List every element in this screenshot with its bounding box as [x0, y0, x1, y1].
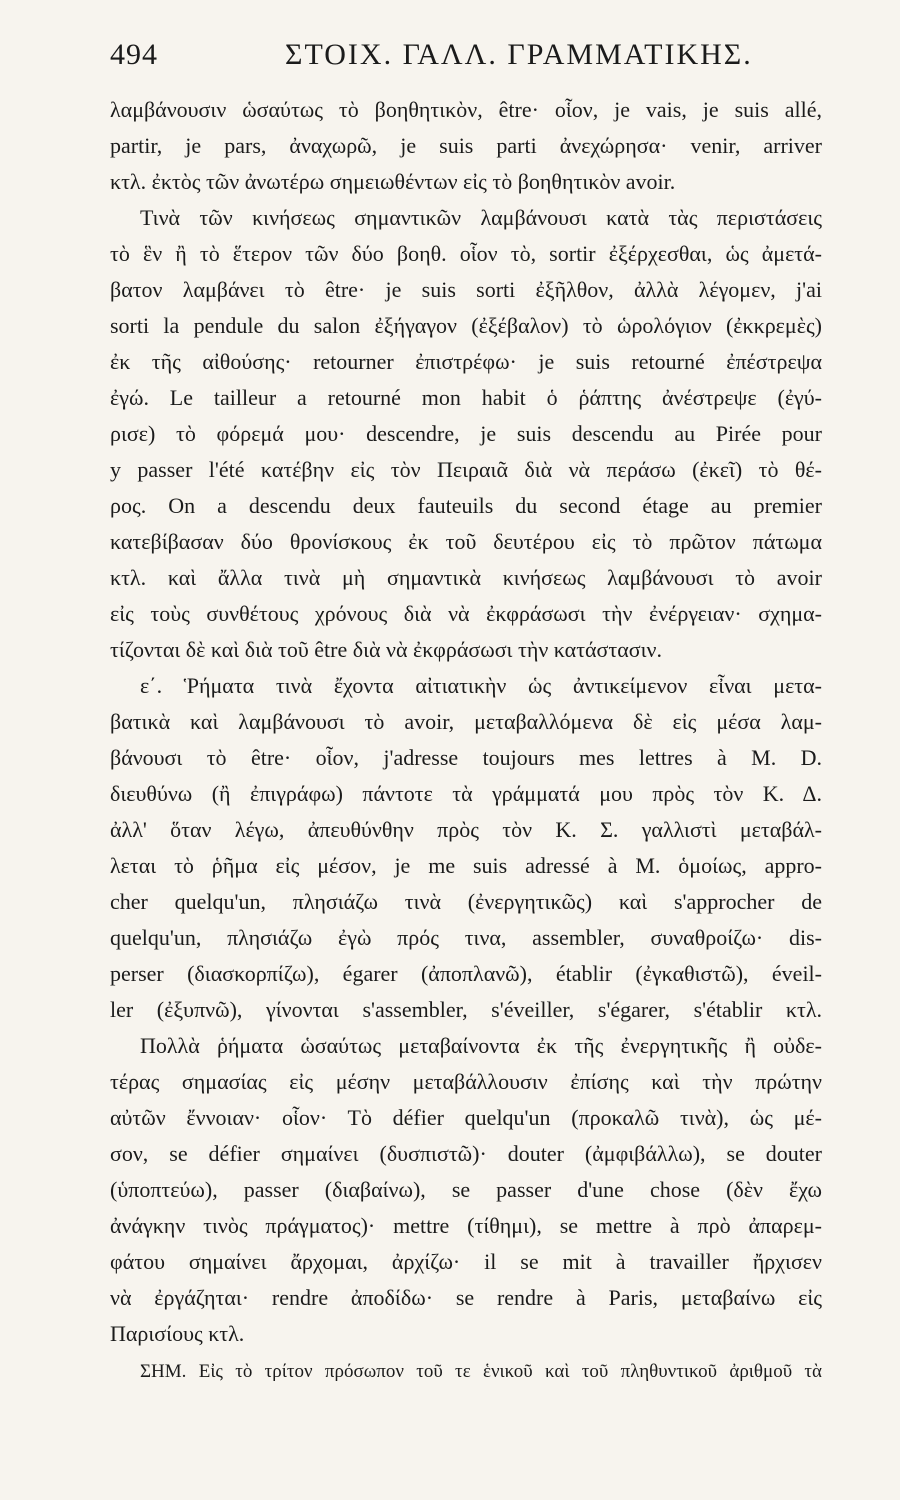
- text-line: φάτου σημαίνει ἄρχομαι, ἀρχίζω· il se mit à travailler ἤρχισεν: [110, 1249, 822, 1274]
- text-line: Παρισίους κτλ.: [110, 1321, 245, 1346]
- text-line: sorti la pendule du salon ἐξήγαγον (ἐξέβαλον) τὸ ὡρολόγιον (ἐκκρεμὲς): [110, 313, 822, 338]
- text-line: ἀλλ' ὅταν λέγω, ἀπευθύνθην πρὸς τὸν Κ. Σ. γαλλιστὶ μεταβάλ-: [110, 817, 822, 842]
- text-line: Τινὰ τῶν κινήσεως σημαντικῶν λαμβάνουσι κατὰ τὰς περιστάσεις: [140, 205, 822, 230]
- text-line: λεται τὸ ῥῆμα εἰς μέσον, je me suis adressé à M. ὁμοίως, appro-: [110, 853, 822, 878]
- text-line: quelqu'un, πλησιάζω ἐγὼ πρός τινα, assembler, συναθροίζω· dis-: [110, 925, 822, 950]
- text-line: βατικὰ καὶ λαμβάνουσι τὸ avoir, μεταβαλλόμενα δὲ εἰς μέσα λαμ-: [110, 709, 822, 734]
- text-line: cher quelqu'un, πλησιάζω τινὰ (ἐνεργητικῶς) καὶ s'approcher de: [110, 889, 822, 914]
- note-line: ΣΗΜ. Εἰς τὸ τρίτον πρόσωπον τοῦ τε ἑνικοῦ καὶ τοῦ πληθυντικοῦ ἀριθμοῦ τὰ: [140, 1361, 822, 1382]
- text-line: (ὑποπτεύω), passer (διαβαίνω), se passer d'une chose (δὲν ἔχω: [110, 1177, 822, 1202]
- text-line: ε΄. Ῥήματα τινὰ ἔχοντα αἰτιατικὴν ὡς ἀντικείμενον εἶναι μετα-: [140, 673, 822, 698]
- text-line: ρος. On a descendu deux fauteuils du second étage au premier: [110, 493, 822, 518]
- text-line: Πολλὰ ῥήματα ὡσαύτως μεταβαίνοντα ἐκ τῆς ἐνεργητικῆς ἢ οὐδε-: [140, 1033, 822, 1058]
- text-line: ἀνάγκην τινὸς πράγματος)· mettre (τίθημι), se mettre à πρὸ ἀπαρεμ-: [110, 1213, 822, 1238]
- page-number: 494: [110, 38, 158, 71]
- text-line: λαμβάνουσιν ὡσαύτως τὸ βοηθητικὸν, être· οἷον, je vais, je suis allé,: [110, 97, 822, 122]
- text-line: ἐγώ. Le tailleur a retourné mon habit ὁ ῥάπτης ἀνέστρεψε (ἐγύ-: [110, 385, 822, 410]
- running-title: ΣΤΟΙΧ. ΓΑΛΛ. ΓΡΑΜΜΑΤΙΚΗΣ.: [285, 38, 753, 71]
- text-line: κτλ. ἐκτὸς τῶν ἀνωτέρω σημειωθέντων εἰς τὸ βοηθητικὸν avoir.: [110, 169, 676, 194]
- text-line: y passer l'été κατέβην εἰς τὸν Πειραιᾶ διὰ νὰ περάσω (ἐκεῖ) τὸ θέ-: [110, 457, 822, 482]
- text-line: partir, je pars, ἀναχωρῶ, je suis parti ἀνεχώρησα· venir, arriver: [110, 133, 822, 158]
- text-line: νὰ ἐργάζηται· rendre ἀποδίδω· se rendre à Paris, μεταβαίνω εἰς: [110, 1285, 822, 1310]
- text-line: σον, se défier σημαίνει (δυσπιστῶ)· douter (ἀμφιβάλλω), se douter: [110, 1141, 822, 1166]
- text-line: κτλ. καὶ ἄλλα τινὰ μὴ σημαντικὰ κινήσεως λαμβάνουσι τὸ avoir: [110, 565, 822, 590]
- text-line: διευθύνω (ἢ ἐπιγράφω) πάντοτε τὰ γράμματά μου πρὸς τὸν Κ. Δ.: [110, 781, 822, 806]
- text-line: ἐκ τῆς αἰθούσης· retourner ἐπιστρέφω· je suis retourné ἐπέστρεψα: [110, 349, 822, 374]
- text-line: βατον λαμβάνει τὸ être· je suis sorti ἐξῆλθον, ἀλλὰ λέγομεν, j'ai: [110, 277, 822, 302]
- text-line: κατεβίβασαν δύο θρονίσκους ἐκ τοῦ δευτέρου εἰς τὸ πρῶτον πάτωμα: [110, 529, 822, 554]
- text-line: εἰς τοὺς συνθέτους χρόνους διὰ νὰ ἐκφράσωσι τὴν ἐνέργειαν· σχημα-: [110, 601, 822, 626]
- text-line: ler (ἐξυπνῶ), γίνονται s'assembler, s'éveiller, s'égarer, s'établir κτλ.: [110, 997, 822, 1022]
- text-line: τέρας σημασίας εἰς μέσην μεταβάλλουσιν ἐπίσης καὶ τὴν πρώτην: [110, 1069, 822, 1094]
- text-line: ρισε) τὸ φόρεμά μου· descendre, je suis descendu au Pirée pour: [110, 421, 822, 446]
- text-line: perser (διασκορπίζω), égarer (ἀποπλανῶ), établir (ἐγκαθιστῶ), éveil-: [110, 961, 822, 986]
- text-line: βάνουσι τὸ être· οἷον, j'adresse toujours mes lettres à M. D.: [110, 745, 822, 770]
- page-header: [110, 38, 810, 78]
- text-line: τὸ ἓν ἢ τὸ ἕτερον τῶν δύο βοηθ. οἷον τὸ, sortir ἐξέρχεσθαι, ὡς ἀμετά-: [110, 241, 822, 266]
- text-line: τίζονται δὲ καὶ διὰ τοῦ être διὰ νὰ ἐκφράσωσι τὴν κατάστασιν.: [110, 637, 663, 662]
- text-line: αὐτῶν ἔννοιαν· οἷον· Τὸ défier quelqu'un (προκαλῶ τινὰ), ὡς μέ-: [110, 1105, 822, 1130]
